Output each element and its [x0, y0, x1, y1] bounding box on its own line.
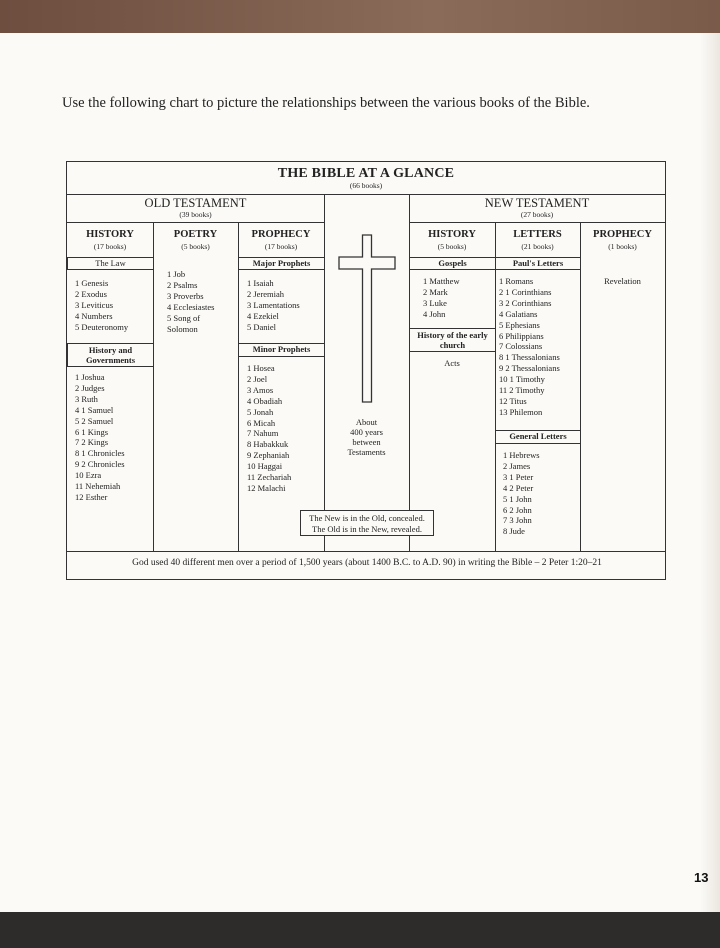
general-letters-list: [503, 450, 540, 537]
book-item: 4 Ecclesiastes: [167, 301, 215, 312]
book-item: 5 Song of: [167, 312, 201, 323]
top-color-band: [0, 0, 720, 33]
chart-title-sub: (66 books): [349, 181, 383, 190]
major-prophets-list: [247, 278, 300, 333]
book-item: 4 John: [423, 308, 446, 319]
book-item: 5 Daniel: [247, 321, 277, 332]
book-item: 3 Ruth: [75, 393, 98, 404]
history-gov-list: [75, 372, 125, 503]
page-edge-shadow: [700, 33, 720, 912]
rule-ot-head: [67, 222, 324, 223]
ot-sub: (39 books): [179, 210, 212, 219]
quote-line-1: The New is in the Old, concealed.: [309, 513, 425, 523]
between-text: [324, 417, 409, 457]
quote-line-2: The Old is in the New, revealed.: [312, 524, 422, 534]
pauls-letters-list: [499, 276, 560, 418]
acts-text: Acts: [444, 358, 460, 368]
book-item: 5 Deuteronomy: [75, 321, 129, 332]
book-item: 3 Luke: [423, 297, 447, 308]
bible-chart: [66, 161, 666, 580]
book-item: 8 Habakkuk: [247, 439, 289, 450]
nt-label: NEW TESTAMENT: [484, 196, 590, 210]
book-item: 5 Ephesians: [499, 319, 540, 330]
book-item: 8 1 Thessalonians: [499, 352, 560, 363]
bottom-band: [0, 912, 720, 948]
book-item: 12 Malachi: [247, 482, 286, 493]
book-item: 11 Nehemiah: [75, 481, 121, 492]
law-header: The Law: [67, 257, 154, 270]
book-item: 3 Amos: [247, 384, 274, 395]
book-item: 12 Titus: [499, 395, 527, 406]
nt-prophecy-label: PROPHECY: [593, 229, 652, 240]
book-item: 7 Nahum: [247, 428, 279, 439]
book-item: 10 Ezra: [75, 470, 102, 481]
ot-label: OLD TESTAMENT: [144, 196, 247, 210]
nt-sub: (27 books): [520, 210, 554, 219]
book-item: 9 2 Thessalonians: [499, 363, 560, 374]
book-item: 3 Proverbs: [167, 290, 204, 301]
between-line-1: About: [355, 417, 378, 427]
gospels-header: Gospels: [409, 257, 496, 270]
revelation-text: Revelation: [604, 276, 641, 286]
chart-footer: God used 40 different men over a period of 1,500 years (about 1400 B.C. to A.D. 90) in writing the Bible – 2 Peter 1:20–21: [132, 558, 602, 568]
between-line-4: Testaments: [347, 447, 386, 457]
book-item: 1 Isaiah: [247, 278, 274, 288]
ot-history-label: HISTORY: [86, 229, 134, 240]
minor-prophets-list: [247, 363, 291, 494]
nt-history-sub: (5 books): [437, 242, 467, 251]
book-item: Solomon: [167, 323, 198, 334]
book-item: 6 Micah: [247, 417, 276, 428]
rule-nt-head: [409, 222, 665, 223]
book-item: 1 Genesis: [75, 278, 109, 288]
book-item: 8 Jude: [503, 526, 525, 537]
book-item: 2 Judges: [75, 382, 105, 393]
book-item: 6 1 Kings: [75, 426, 109, 437]
history-gov-header: History and Governments: [67, 343, 154, 367]
book-item: 10 1 Timothy: [499, 374, 545, 385]
gospels-list: [423, 276, 460, 320]
book-item: 4 Ezekiel: [247, 310, 279, 321]
ot-poetry-label: POETRY: [173, 229, 218, 240]
rule-footer: [67, 551, 665, 552]
chart-title: THE BIBLE AT A GLANCE: [277, 166, 455, 181]
book-item: 2 Psalms: [167, 279, 198, 290]
book-item: 3 2 Corinthians: [499, 297, 552, 308]
nt-history-label: HISTORY: [428, 229, 476, 240]
between-line-2: 400 years: [350, 427, 383, 437]
book-item: 11 2 Timothy: [499, 385, 545, 396]
intro-text: Use the following chart to picture the relationships between the various books of the Bible.: [62, 95, 590, 111]
book-item: 4 1 Samuel: [75, 404, 114, 415]
book-item: 1 Joshua: [75, 372, 105, 382]
nt-letters-label: LETTERS: [513, 229, 562, 240]
book-item: 3 Leviticus: [75, 299, 114, 310]
rule-v5: [495, 222, 496, 551]
book-item: 2 Exodus: [75, 288, 107, 299]
book-item: 1 Romans: [499, 276, 534, 286]
nt-prophecy-sub: (1 books): [608, 242, 637, 251]
book-item: 6 2 John: [503, 504, 532, 515]
book-item: 4 Obadiah: [247, 395, 283, 406]
early-church-header: History of the early church: [409, 328, 496, 352]
cross-icon: [336, 234, 398, 404]
ot-poetry-sub: (5 books): [181, 242, 210, 251]
book-item: 2 Mark: [423, 286, 448, 297]
nt-letters-sub: (21 books): [521, 242, 554, 251]
law-list: [75, 278, 128, 333]
book-item: 1 Job: [167, 269, 186, 279]
book-item: 1 Hebrews: [503, 450, 540, 460]
rule-v2: [238, 222, 239, 551]
book-item: 12 Esther: [75, 491, 108, 502]
ot-history-sub: (17 books): [93, 242, 127, 251]
book-item: 3 Lamentations: [247, 299, 300, 310]
rule-v1: [153, 222, 154, 551]
book-item: 2 James: [503, 460, 531, 471]
book-item: 11 Zechariah: [247, 472, 292, 483]
book-item: 4 2 Peter: [503, 482, 534, 493]
book-item: 8 1 Chronicles: [75, 448, 125, 459]
page-number: 13: [694, 870, 709, 885]
book-item: 3 1 Peter: [503, 471, 534, 482]
book-item: 9 2 Chronicles: [75, 459, 125, 470]
book-item: 7 3 John: [503, 515, 532, 526]
between-line-3: between: [352, 437, 381, 447]
book-item: 2 Joel: [247, 373, 268, 384]
poetry-list: [167, 269, 214, 334]
book-item: 5 Jonah: [247, 406, 274, 417]
book-item: 7 Colossians: [499, 341, 543, 352]
book-item: 6 Philippians: [499, 330, 544, 341]
book-item: 2 1 Corinthians: [499, 286, 552, 297]
book-item: 4 Numbers: [75, 310, 113, 321]
ot-prophecy-label: PROPHECY: [251, 229, 311, 240]
ot-prophecy-sub: (17 books): [264, 242, 298, 251]
book-item: 7 2 Kings: [75, 437, 109, 448]
minor-prophets-header: Minor Prophets: [238, 343, 325, 357]
major-prophets-header: Major Prophets: [238, 257, 325, 270]
book-item: 1 Hosea: [247, 363, 275, 373]
rule-v3: [324, 194, 325, 551]
general-letters-header: General Letters: [495, 430, 581, 444]
book-item: 4 Galatians: [499, 308, 538, 319]
book-item: 13 Philemon: [499, 406, 543, 417]
book-item: 1 Matthew: [423, 276, 460, 286]
pauls-letters-header: Paul's Letters: [495, 257, 581, 270]
book-item: 9 Zephaniah: [247, 450, 290, 461]
quote-box: [300, 510, 434, 536]
book-item: 10 Haggai: [247, 461, 283, 472]
book-item: 5 1 John: [503, 493, 532, 504]
rule-title: [67, 194, 665, 195]
rule-v6: [580, 222, 581, 551]
book-item: 2 Jeremiah: [247, 288, 285, 299]
book-item: 5 2 Samuel: [75, 415, 114, 426]
